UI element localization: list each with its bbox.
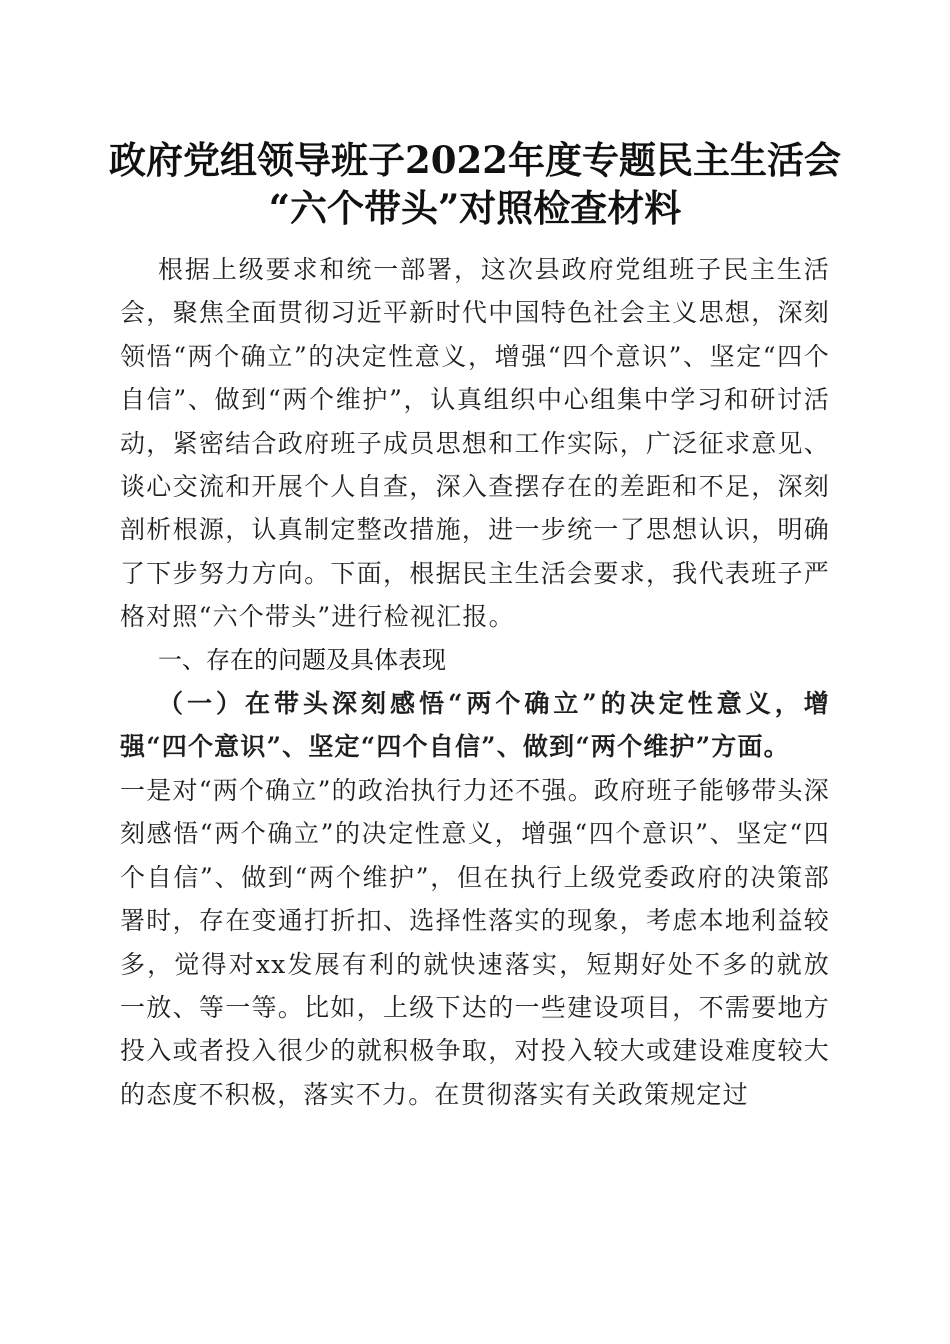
document-title-line-2: “六个带头”对照检查材料 xyxy=(268,186,682,230)
document-title-line-1: 政府党组领导班子2022年度专题民主生活会 xyxy=(109,138,841,182)
subsection-heading: （一）在带头深刻感悟“两个确立”的决定性意义，增强“四个意识”、坚定“四个自信”、做到“两个维护”方面。 xyxy=(120,689,830,762)
section-heading: 一、存在的问题及具体表现 xyxy=(158,645,446,674)
intro-paragraph: 根据上级要求和统一部署，这次县政府党组班子民主生活会，聚焦全面贯彻习近平新时代中国特色社会主义思想，深刻领悟“两个确立”的决定性意义，增强“四个意识”、坚定“四个自信”、做到“两个维护”，认真组织中心组集中学习和研讨活动，紧密结合政府班子成员思想和工作实际，广泛征求意见、谈心交流和开展个人自查，深入查摆存在的差距和不足，深刻剖析根源，认真制定整改措施，进一步统一了思想认识，明确了下步努力方向。下面，根据民主生活会要求，我代表班子严格对照“六个带头”进行检视汇报。 xyxy=(120,255,830,632)
document-body xyxy=(120,248,830,1116)
subsection-paragraph: 一是对“两个确立”的政治执行力还不强。政府班子能够带头深刻感悟“两个确立”的决定性意义，增强“四个意识”、坚定“四个自信”、做到“两个维护”，但在执行上级党委政府的决策部署时，存在变通打折扣、选择性落实的现象，考虑本地利益较多，觉得对xx发展有利的就快速落实，短期好处不多的就放一放、等一等。比如，上级下达的一些建设项目，不需要地方投入或者投入很少的就积极争取，对投入较大或建设难度较大的态度不积极，落实不力。在贯彻落实有关政策规定过 xyxy=(120,775,830,1109)
